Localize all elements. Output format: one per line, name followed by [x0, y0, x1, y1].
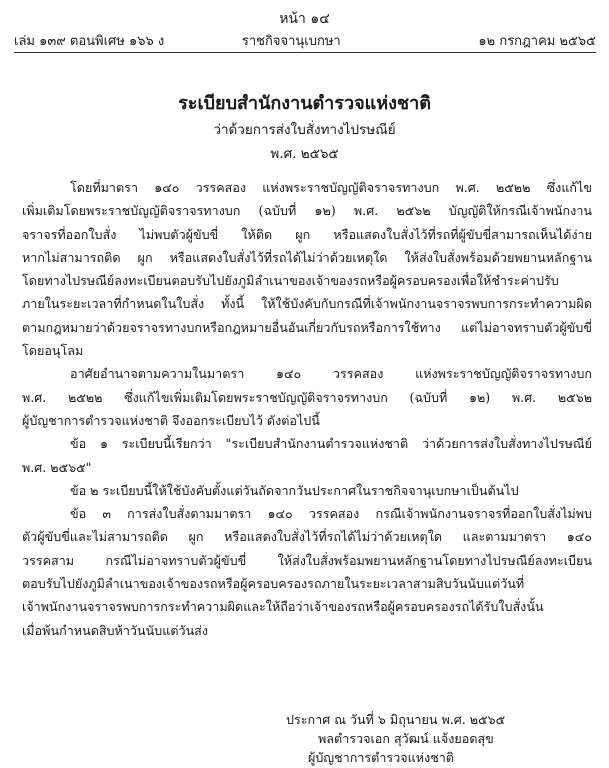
document-body	[22, 176, 592, 642]
paragraph-1-line: เพิ่มเติมโดยพระราชบัญญัติจราจรทางบก (ฉบับที่ ๑๒) พ.ศ. ๒๕๖๒ บัญญัติให้กรณีเจ้าพนักงาน	[22, 203, 592, 219]
paragraph-2-line: อาศัยอำนาจตามความในมาตรา ๑๔๐ วรรคสอง แห่งพระราชบัญญัติจราจรทางบก	[70, 366, 592, 382]
paragraph-5-line: เจ้าพนักงานจราจรพบการกระทำความผิดและให้ถือว่าเจ้าของรถหรือผู้ครอบครองรถได้รับใบสั่งนั้น	[22, 599, 544, 615]
document-year: พ.ศ. ๒๕๖๕	[270, 146, 339, 162]
paragraph-3-line: ข้อ ๑ ระเบียบนี้เรียกว่า "ระเบียบสำนักงานตำรวจแห่งชาติ ว่าด้วยการส่งใบสั่งทางไปรษณีย์	[70, 436, 592, 452]
paragraph-3-line: พ.ศ. ๒๕๖๕"	[22, 459, 92, 475]
paragraph-5-line: วรรคสาม กรณีไม่อาจทราบตัวผู้ขับขี่ ให้ส่งใบสั่งพร้อมพยานหลักฐานโดยทางไปรษณีย์ลงทะเบียน	[22, 552, 592, 568]
signatory-name: พลตำรวจเอก สุวัฒน์ แจ้งยอดสุข	[318, 731, 494, 746]
paragraph-1-line: ภายในระยะเวลาที่กำหนดในใบสั่ง ทั้งนี้ ให้ใช้บังคับกับกรณีที่เจ้าพนักงานจราจรพบการกระทำความผิด	[22, 296, 592, 312]
gazette-header	[14, 30, 596, 51]
paragraph-1-line: จราจรที่ออกใบสั่ง ไม่พบตัวผู้ขับขี่ ให้ติด ผูก หรือแสดงใบสั่งไว้ที่รถที่ผู้ขับขี่สามารถเห็นได้ง่าย	[22, 226, 592, 242]
paragraph-2-line: ผู้บัญชาการตำรวจแห่งชาติ จึงออกระเบียบไว้ ดังต่อไปนี้	[22, 412, 320, 428]
document-subtitle: ว่าด้วยการส่งใบสั่งทางไปรษณีย์	[213, 122, 396, 138]
paragraph-1-line: ตามกฎหมายว่าด้วยจราจรทางบกหรือกฎหมายอื่นอันเกี่ยวกับรถหรือการใช้ทาง แต่ไม่อาจทราบตัวผู้ขับขี่	[22, 319, 592, 335]
paragraph-1-line: หากไม่สามารถติด ผูก หรือแสดงใบสั่งไว้ที่รถได้ไม่ว่าด้วยเหตุใด ให้ส่งใบสั่งพร้อมด้วยพยานหลักฐาน	[22, 249, 592, 265]
paragraph-5-line: ตัวผู้ขับขี่และไม่สามารถติด ผูก หรือแสดงใบสั่งไว้ที่รถได้ไม่ว่าด้วยเหตุใด และตามมาตรา ๑๔๐	[22, 529, 592, 545]
paragraph-2-line: พ.ศ. ๒๕๒๒ ซึ่งแก้ไขเพิ่มเติมโดยพระราชบัญญัติจราจรทางบก (ฉบับที่ ๑๒) พ.ศ. ๒๕๖๒	[22, 389, 592, 405]
document-title: ระเบียบสำนักงานตำรวจแห่งชาติ	[178, 93, 431, 114]
paragraph-4-line: ข้อ ๒ ระเบียบนี้ให้ใช้บังคับตั้งแต่วันถัดจากวันประกาศในราชกิจจานุเบกษาเป็นต้นไป	[70, 482, 519, 498]
gazette-name: ราชกิจจานุเบกษา	[241, 34, 341, 49]
gazette-date: ๑๒ กรกฎาคม ๒๕๖๕	[478, 34, 596, 49]
signatory-position: ผู้บัญชาการตำรวจแห่งชาติ	[308, 750, 455, 765]
paragraph-5-line: เมื่อพ้นกำหนดสิบห้าวันนับแต่วันส่ง	[22, 622, 209, 638]
paragraph-5-line: ข้อ ๓ การส่งใบสั่งตามมาตรา ๑๔๐ วรรคสอง กรณีเจ้าพนักงานจราจรที่ออกใบสั่งไม่พบ	[70, 506, 592, 522]
paragraph-1-line: โดยทางไปรษณีย์ลงทะเบียนตอบรับไปยังภูมิลำเนาของเจ้าของรถหรือผู้ครอบครองเพื่อให้ชำระค่าปรับ	[22, 273, 559, 289]
header-divider	[14, 52, 596, 53]
paragraph-1-line: โดยที่มาตรา ๑๔๐ วรรคสอง แห่งพระราชบัญญัติจราจรทางบก พ.ศ. ๒๕๒๒ ซึ่งแก้ไข	[70, 180, 592, 195]
announcement-date: ประกาศ ณ วันที่ ๖ มิถุนายน พ.ศ. ๒๕๖๕	[286, 712, 506, 727]
volume-info: เล่ม ๑๓๙ ตอนพิเศษ ๑๖๖ ง	[14, 34, 165, 49]
paragraph-5-line: ตอบรับไปยังภูมิลำเนาของเจ้าของรถหรือผู้ครอบครองรถภายในระยะเวลาสามสิบวันนับแต่วันที่	[22, 576, 525, 592]
page-number: หน้า ๑๔	[279, 11, 330, 27]
paragraph-1-line: โดยอนุโลม	[22, 343, 84, 359]
